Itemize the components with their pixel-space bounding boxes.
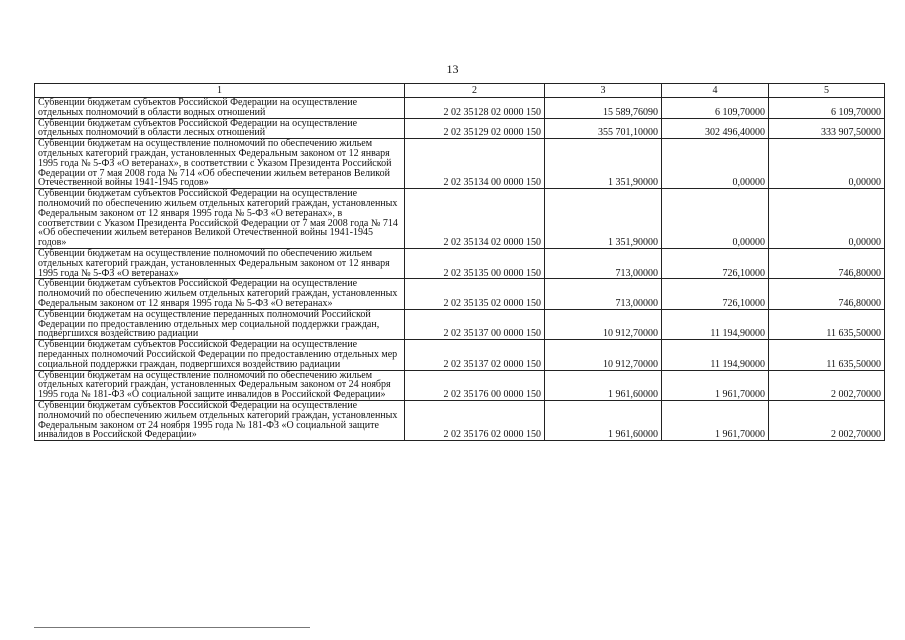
amount-col4: 726,10000 xyxy=(662,248,769,278)
budget-code: 2 02 35134 02 0000 150 xyxy=(405,189,545,249)
amount-col5: 746,80000 xyxy=(769,248,885,278)
budget-code: 2 02 35137 00 0000 150 xyxy=(405,309,545,339)
amount-col3: 10 912,70000 xyxy=(545,309,662,339)
table-row xyxy=(35,189,885,249)
column-header: 3 xyxy=(545,84,662,98)
table-row xyxy=(35,248,885,278)
amount-col5: 0,00000 xyxy=(769,139,885,189)
amount-col3: 1 351,90000 xyxy=(545,189,662,249)
budget-code: 2 02 35135 00 0000 150 xyxy=(405,248,545,278)
budget-code: 2 02 35135 02 0000 150 xyxy=(405,279,545,309)
amount-col4: 11 194,90000 xyxy=(662,309,769,339)
row-description: Субвенции бюджетам на осуществление полномочий по обеспечению жильем отдельных категорий граждан, установленных Федеральным законом от 12 января 1995 года № 5-ФЗ «О ветеранах», в соответствии с Указом Президента Российской Федерации от 7 мая 2008 года № 714 «Об обеспечении жильем ветеранов Великой Отечественной войны 1941-1945 годов» xyxy=(35,139,405,189)
row-description: Субвенции бюджетам субъектов Российской Федерации на осуществление переданных полномочий Российской Федерации по предоставлению отдельных мер социальной поддержки граждан, подвергшихся воздействию радиации xyxy=(35,340,405,370)
budget-code: 2 02 35176 02 0000 150 xyxy=(405,400,545,440)
row-description: Субвенции бюджетам субъектов Российской Федерации на осуществление полномочий по обеспечению жильем отдельных категорий граждан, установленных Федеральным законом от 24 ноября 1995 года № 181-ФЗ «О социальной защите инвалидов в Российской Федерации» xyxy=(35,400,405,440)
table-row xyxy=(35,139,885,189)
amount-col3: 713,00000 xyxy=(545,279,662,309)
amount-col4: 302 496,40000 xyxy=(662,118,769,139)
table-row xyxy=(35,309,885,339)
amount-col5: 11 635,50000 xyxy=(769,340,885,370)
amount-col3: 1 961,60000 xyxy=(545,400,662,440)
row-description: Субвенции бюджетам субъектов Российской Федерации на осуществление полномочий по обеспечению жильем отдельных категорий граждан, установленных Федеральным законом от 12 января 1995 года № 5-ФЗ «О ветеранах», в соответствии с Указом Президента Российской Федерации от 7 мая 2008 года № 714 «Об обеспечении жильем ветеранов Великой Отечественной войны 1941-1945 годов» xyxy=(35,189,405,249)
budget-code: 2 02 35128 02 0000 150 xyxy=(405,98,545,119)
amount-col3: 10 912,70000 xyxy=(545,340,662,370)
amount-col4: 6 109,70000 xyxy=(662,98,769,119)
amount-col5: 2 002,70000 xyxy=(769,370,885,400)
row-description: Субвенции бюджетам на осуществление переданных полномочий Российской Федерации по предоставлению отдельных мер социальной поддержки граждан, подвергшихся воздействию радиации xyxy=(35,309,405,339)
amount-col5: 0,00000 xyxy=(769,189,885,249)
row-description: Субвенции бюджетам на осуществление полномочий по обеспечению жильем отдельных категорий граждан, установленных Федеральным законом от 12 января 1995 года № 5-ФЗ «О ветеранах» xyxy=(35,248,405,278)
column-number-row xyxy=(35,84,885,98)
row-description: Субвенции бюджетам субъектов Российской Федерации на осуществление отдельных полномочий в области водных отношений xyxy=(35,98,405,119)
budget-code: 2 02 35137 02 0000 150 xyxy=(405,340,545,370)
amount-col4: 1 961,70000 xyxy=(662,400,769,440)
amount-col4: 1 961,70000 xyxy=(662,370,769,400)
amount-col3: 1 961,60000 xyxy=(545,370,662,400)
table-row xyxy=(35,118,885,139)
amount-col4: 726,10000 xyxy=(662,279,769,309)
amount-col5: 333 907,50000 xyxy=(769,118,885,139)
budget-table xyxy=(34,83,885,441)
amount-col3: 1 351,90000 xyxy=(545,139,662,189)
row-description: Субвенции бюджетам субъектов Российской Федерации на осуществление отдельных полномочий в области лесных отношений xyxy=(35,118,405,139)
table-row xyxy=(35,98,885,119)
row-description: Субвенции бюджетам на осуществление полномочий по обеспечению жильем отдельных категорий граждан, установленных Федеральным законом от 24 ноября 1995 года № 181-ФЗ «О социальной защите инвалидов в Российской Федерации» xyxy=(35,370,405,400)
column-header: 5 xyxy=(769,84,885,98)
table-row xyxy=(35,400,885,440)
amount-col3: 15 589,76090 xyxy=(545,98,662,119)
page-number: 13 xyxy=(446,62,459,76)
amount-col4: 0,00000 xyxy=(662,139,769,189)
amount-col5: 6 109,70000 xyxy=(769,98,885,119)
amount-col4: 11 194,90000 xyxy=(662,340,769,370)
table-row xyxy=(35,279,885,309)
column-header: 1 xyxy=(35,84,405,98)
column-header: 2 xyxy=(405,84,545,98)
budget-code: 2 02 35134 00 0000 150 xyxy=(405,139,545,189)
amount-col3: 713,00000 xyxy=(545,248,662,278)
amount-col5: 2 002,70000 xyxy=(769,400,885,440)
budget-code: 2 02 35129 02 0000 150 xyxy=(405,118,545,139)
row-description: Субвенции бюджетам субъектов Российской Федерации на осуществление полномочий по обеспечению жильем отдельных категорий граждан, установленных Федеральным законом от 12 января 1995 года № 5-ФЗ «О ветеранах» xyxy=(35,279,405,309)
budget-code: 2 02 35176 00 0000 150 xyxy=(405,370,545,400)
amount-col5: 11 635,50000 xyxy=(769,309,885,339)
table-row xyxy=(35,340,885,370)
amount-col3: 355 701,10000 xyxy=(545,118,662,139)
amount-col5: 746,80000 xyxy=(769,279,885,309)
column-header: 4 xyxy=(662,84,769,98)
footer-divider xyxy=(34,627,310,628)
table-row xyxy=(35,370,885,400)
amount-col4: 0,00000 xyxy=(662,189,769,249)
